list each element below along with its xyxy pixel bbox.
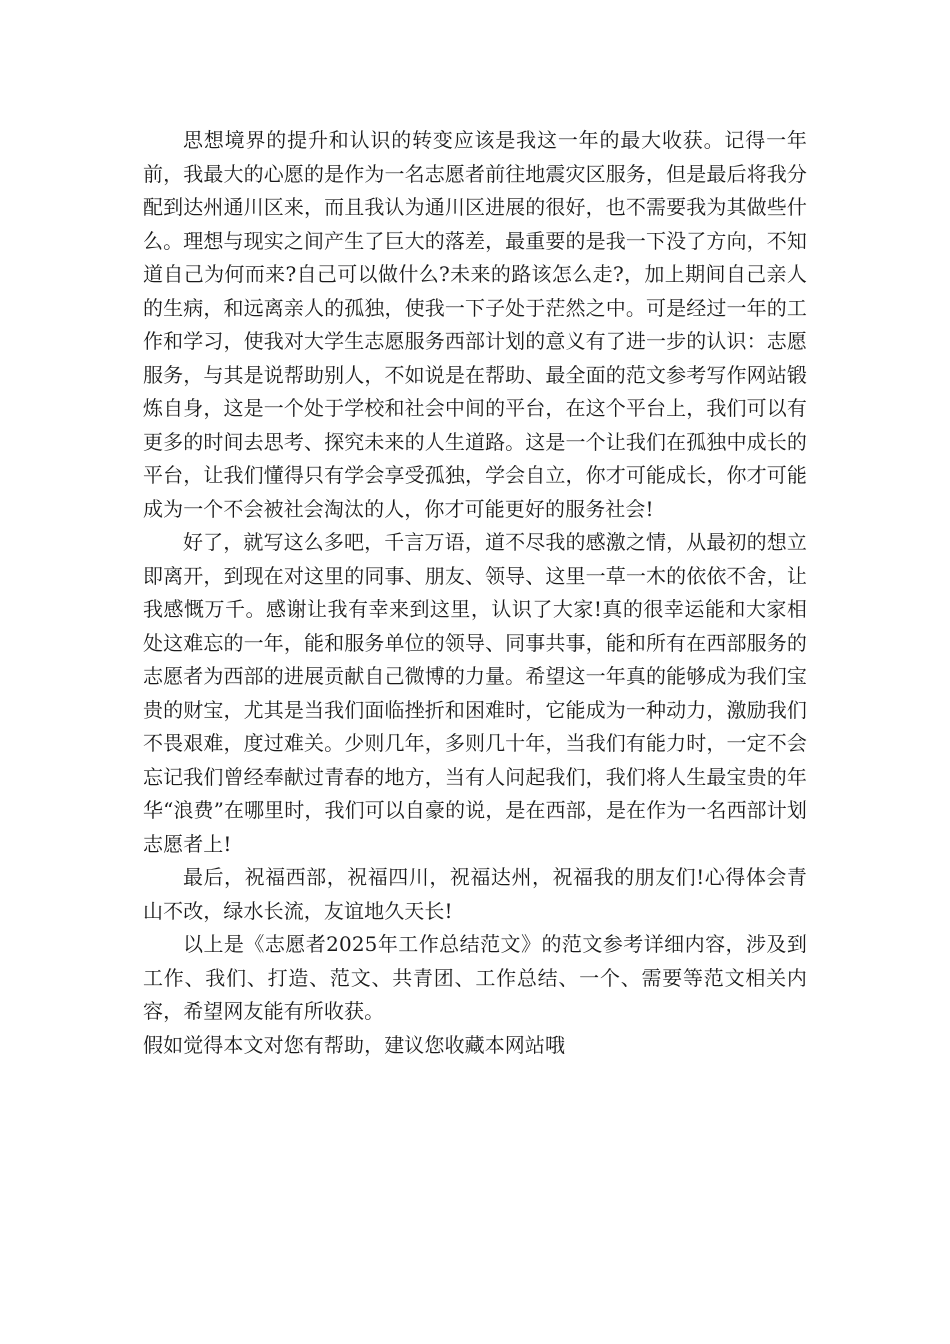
paragraph-gratitude: 好了，就写这么多吧，千言万语，道不尽我的感激之情，从最初的想立即离开，到现在对这里的同事、朋友、领导、这里一草一木的依依不舍，让我感慨万千。感谢让我有幸来到这里，认识了大家!真的很幸运能和大家相处这难忘的一年，能和服务单位的领导、同事共事，能和所有在西部服务的志愿者为西部的进展贡献自己微博的力量。希望这一年真的能够成为我们宝贵的财宝，尤其是当我们面临挫折和困难时，它能成为一种动力，激励我们不畏艰难，度过难关。少则几年，多则几十年，当我们有能力时，一定不会忘记我们曾经奉献过青春的地方，当有人问起我们，我们将人生最宝贵的年华“浪费”在哪里时，我们可以自豪的说，是在西部，是在作为一名西部计划志愿者上! — [143, 530, 807, 856]
paragraph-blessing: 最后，祝福西部，祝福四川，祝福达州，祝福我的朋友们!心得体会青山不改，绿水长流，友谊地久天长! — [143, 865, 807, 923]
paragraph-summary: 以上是《志愿者2025年工作总结范文》的范文参考详细内容，涉及到工作、我们、打造、范文、共青团、工作总结、一个、需要等范文相关内容，希望网友能有所收获。 — [143, 932, 807, 1023]
closing-line: 假如觉得本文对您有帮助，建议您收藏本网站哦 — [143, 1032, 566, 1057]
paragraph-reflection: 思想境界的提升和认识的转变应该是我这一年的最大收获。记得一年前，我最大的心愿的是作为一名志愿者前往地震灾区服务，但是最后将我分配到达州通川区来，而且我认为通川区进展的很好，也不需要我为其做些什么。理想与现实之间产生了巨大的落差，最重要的是我一下没了方向，不知道自己为何而来?自己可以做什么?未来的路该怎么走?，加上期间自己亲人的生病，和远离亲人的孤独，使我一下子处于茫然之中。可是经过一年的工作和学习，使我对大学生志愿服务西部计划的意义有了进一步的认识：志愿服务，与其是说帮助别人，不如说是在帮助、最全面的范文参考写作网站锻炼自身，这是一个处于学校和社会中间的平台，在这个平台上，我们可以有更多的时间去思考、探究未来的人生道路。这是一个让我们在孤独中成长的平台，让我们懂得只有学会享受孤独，学会自立，你才可能成长，你才可能成为一个不会被社会淘汰的人，你才可能更好的服务社会! — [143, 128, 807, 521]
document-body — [143, 124, 807, 1062]
